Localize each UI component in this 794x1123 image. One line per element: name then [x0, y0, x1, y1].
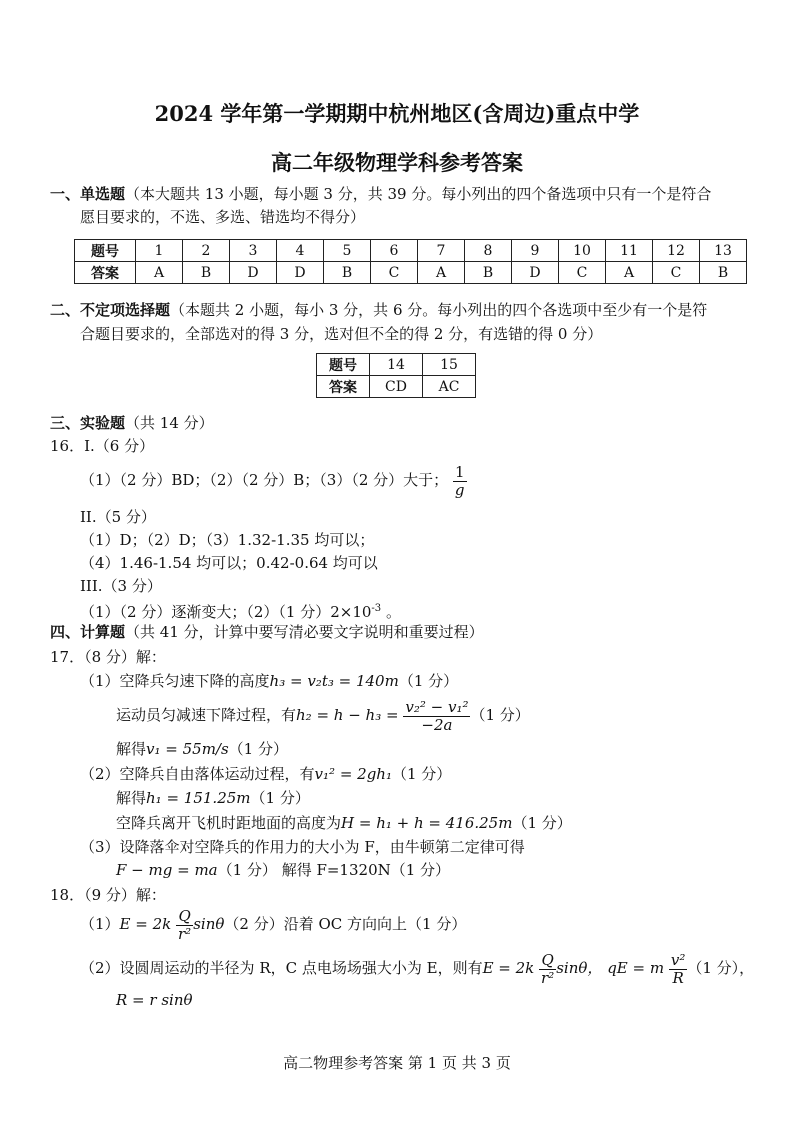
q17-line5 [116, 788, 310, 808]
q18-line3 [116, 990, 193, 1010]
page-footer: 高二物理参考答案 第 1 页 共 3 页 [283, 1054, 511, 1072]
question-number-cell: 3 [230, 240, 277, 262]
q18-line2 [80, 948, 754, 988]
q17-l5-eq: h₁ = 151.25m [146, 789, 251, 807]
q16-i-frac-den: g [454, 480, 465, 499]
q17-line2 [116, 697, 530, 734]
section3-score: （共 14 分） [125, 414, 214, 432]
q17-l4-text: （2）空降兵自由落体运动过程，有 [80, 765, 315, 783]
answer-cell: C [371, 262, 418, 284]
q17-l3-eq: v₁ = 55m/s [146, 740, 229, 758]
q18-l1-fraction [176, 908, 193, 943]
q18-l2-fraction [539, 952, 556, 987]
answer-cell: A [418, 262, 465, 284]
answer-cell: C [559, 262, 606, 284]
q16-i-line [80, 462, 467, 499]
answer-cell: D [230, 262, 277, 284]
answer-cell: AC [423, 376, 476, 398]
q18-l2-eq2: qE = m [607, 959, 665, 977]
q17-line7: （3）设降落伞对空降兵的作用力的大小为 F，由牛顿第二定律可得 [80, 838, 525, 856]
q17-line6 [116, 813, 572, 833]
q17-l5-score: （1 分） [250, 789, 310, 807]
q18-l2-sin: sinθ， [556, 959, 603, 977]
q16-ii-head: II.（5 分） [80, 508, 156, 526]
q18-l1-text: （1） [80, 915, 120, 933]
q16-i-text: （1）（2 分）BD；（2）（2 分）B；（3）（2 分）大于； [80, 471, 449, 489]
question-number-cell: 2 [183, 240, 230, 262]
row-header-answer: 答案 [317, 376, 370, 398]
question-number-cell: 12 [653, 240, 700, 262]
answer-cell: B [183, 262, 230, 284]
q17-l3-text: 解得 [116, 740, 147, 758]
q17-l4-score: （1 分） [391, 765, 452, 783]
q16-i-frac-num: 1 [453, 464, 467, 482]
answer-cell: B [324, 262, 371, 284]
answer-cell: B [700, 262, 747, 284]
question-number-cell: 8 [465, 240, 512, 262]
q17-l8-eq: F − mg = ma [116, 861, 218, 879]
q18-l2-den: r² [541, 968, 555, 987]
q18-l3-eq: R = r sinθ [116, 991, 193, 1009]
question-number-cell: 9 [512, 240, 559, 262]
q17-l6-eq: H = h₁ + h = 416.25m [341, 814, 513, 832]
q18-l1-sin: sinθ [193, 915, 225, 933]
page-title: 2024 学年第一学期期中杭州地区(含周边)重点中学 [154, 101, 640, 126]
q18-l2-den2: R [672, 968, 684, 987]
row-header-question: 题号 [75, 240, 136, 262]
q18-l2-eq: E = 2k [482, 959, 535, 977]
q18-l2-num: Q [539, 952, 556, 970]
q17-l4-eq: v₁² = 2gh₁ [314, 765, 392, 783]
question-number-cell: 6 [371, 240, 418, 262]
q16-iii-exponent: -3 [371, 603, 382, 614]
q17-l8-text: （1 分） 解得 F=1320N（1 分） [217, 861, 451, 879]
section4-heading [50, 622, 484, 642]
answer-cell: A [136, 262, 183, 284]
q18-l2-fraction2 [669, 952, 688, 987]
q17-l3-score: （1 分） [228, 740, 288, 758]
section1-desc-line2: 愿目要求的，不选、多选、错选均不得分） [80, 208, 366, 226]
q17-l2-eq: h₂ = h − h₃ = [296, 706, 399, 724]
section1-label: 一、单选题 [50, 185, 126, 203]
question-number-cell: 5 [324, 240, 371, 262]
answer-cell: A [606, 262, 653, 284]
q17-l1-text: （1）空降兵匀速下降的高度 [80, 672, 270, 690]
section4-label: 四、计算题 [50, 623, 126, 641]
q17-l1-score: （1 分） [398, 672, 459, 690]
question-number-cell: 13 [700, 240, 747, 262]
q18-l1-den: r² [178, 924, 192, 943]
answer-cell: D [277, 262, 324, 284]
q18-line1 [80, 904, 466, 944]
section2-heading [50, 300, 707, 320]
section2-answer-table [316, 353, 476, 398]
q17-l6-text: 空降兵离开飞机时距地面的高度为 [116, 814, 342, 832]
section2-label: 二、不定项选择题 [50, 301, 171, 319]
q16-head: 16．I.（6 分） [50, 437, 155, 455]
question-number-cell: 10 [559, 240, 606, 262]
row-header-answer: 答案 [75, 262, 136, 284]
q16-i-fraction [453, 464, 467, 499]
section3-label: 三、实验题 [50, 414, 126, 432]
q16-iii-text: （1）（2 分）逐渐变大；（2）（1 分）2×10 [80, 603, 372, 621]
q17-l2-den: −2a [421, 715, 453, 734]
q17-line3 [116, 739, 288, 759]
question-number-cell: 14 [370, 354, 423, 376]
q17-head: 17．（8 分）解： [50, 648, 166, 666]
page-subtitle: 高二年级物理学科参考答案 [271, 150, 523, 175]
q16-iii-line [80, 599, 401, 622]
answer-cell: CD [370, 376, 423, 398]
question-number-cell: 4 [277, 240, 324, 262]
section2-desc-line1: （本题共 2 小题，每小 3 分，共 6 分。每小列出的四个各选项中至少有一个是符 [170, 301, 708, 319]
question-number-cell: 15 [423, 354, 476, 376]
section3-heading [50, 413, 214, 433]
q17-l6-score: （1 分） [512, 814, 572, 832]
q17-line1 [80, 671, 458, 691]
section2-desc-line2: 合题目要求的，全部选对的得 3 分，选对但不全的得 2 分，有选错的得 0 分） [80, 325, 603, 343]
q17-l2-score: （1 分） [470, 706, 530, 724]
q18-l2-num2: v² [670, 950, 686, 969]
q17-l1-eq: h₃ = v₂t₃ = 140m [269, 672, 399, 690]
q17-line8 [116, 860, 450, 880]
q17-l2-num: v₂² − v₁² [405, 697, 469, 716]
answer-cell: C [653, 262, 700, 284]
q18-head: 18．（9 分）解： [50, 886, 166, 904]
q17-l2-text: 运动员匀减速下降过程，有 [116, 706, 297, 724]
section1-heading [50, 184, 711, 204]
q18-l1-num: Q [176, 908, 193, 926]
row-header-question: 题号 [317, 354, 370, 376]
q16-iii-tail: 。 [381, 603, 401, 621]
q16-iii-head: III.（3 分） [80, 577, 162, 595]
q18-l2-score: （1 分）， [687, 959, 755, 977]
answer-cell: B [465, 262, 512, 284]
answer-cell: D [512, 262, 559, 284]
q17-l5-text: 解得 [116, 789, 147, 807]
question-number-cell: 7 [418, 240, 465, 262]
question-number-cell: 11 [606, 240, 653, 262]
section4-desc: （共 41 分，计算中要写清必要文字说明和重要过程） [125, 623, 484, 641]
question-number-cell: 1 [136, 240, 183, 262]
q17-l2-fraction [403, 699, 470, 734]
q18-l2-text: （2）设圆周运动的半径为 R，C 点电场场强大小为 E，则有 [80, 959, 483, 977]
q16-ii-line2: （4）1.46-1.54 均可以；0.42-0.64 均可以 [80, 554, 378, 572]
section1-desc-line1: （本大题共 13 小题，每小题 3 分，共 39 分。每小列出的四个备选项中只有一个是符合 [125, 185, 712, 203]
q18-l1-eq: E = 2k [119, 915, 172, 933]
q18-l1-score: （2 分）沿着 OC 方向向上（1 分） [224, 915, 467, 933]
q17-line4 [80, 764, 451, 784]
section1-answer-table [74, 239, 747, 284]
q16-ii-line1: （1）D；（2）D；（3）1.32-1.35 均可以； [80, 531, 375, 549]
